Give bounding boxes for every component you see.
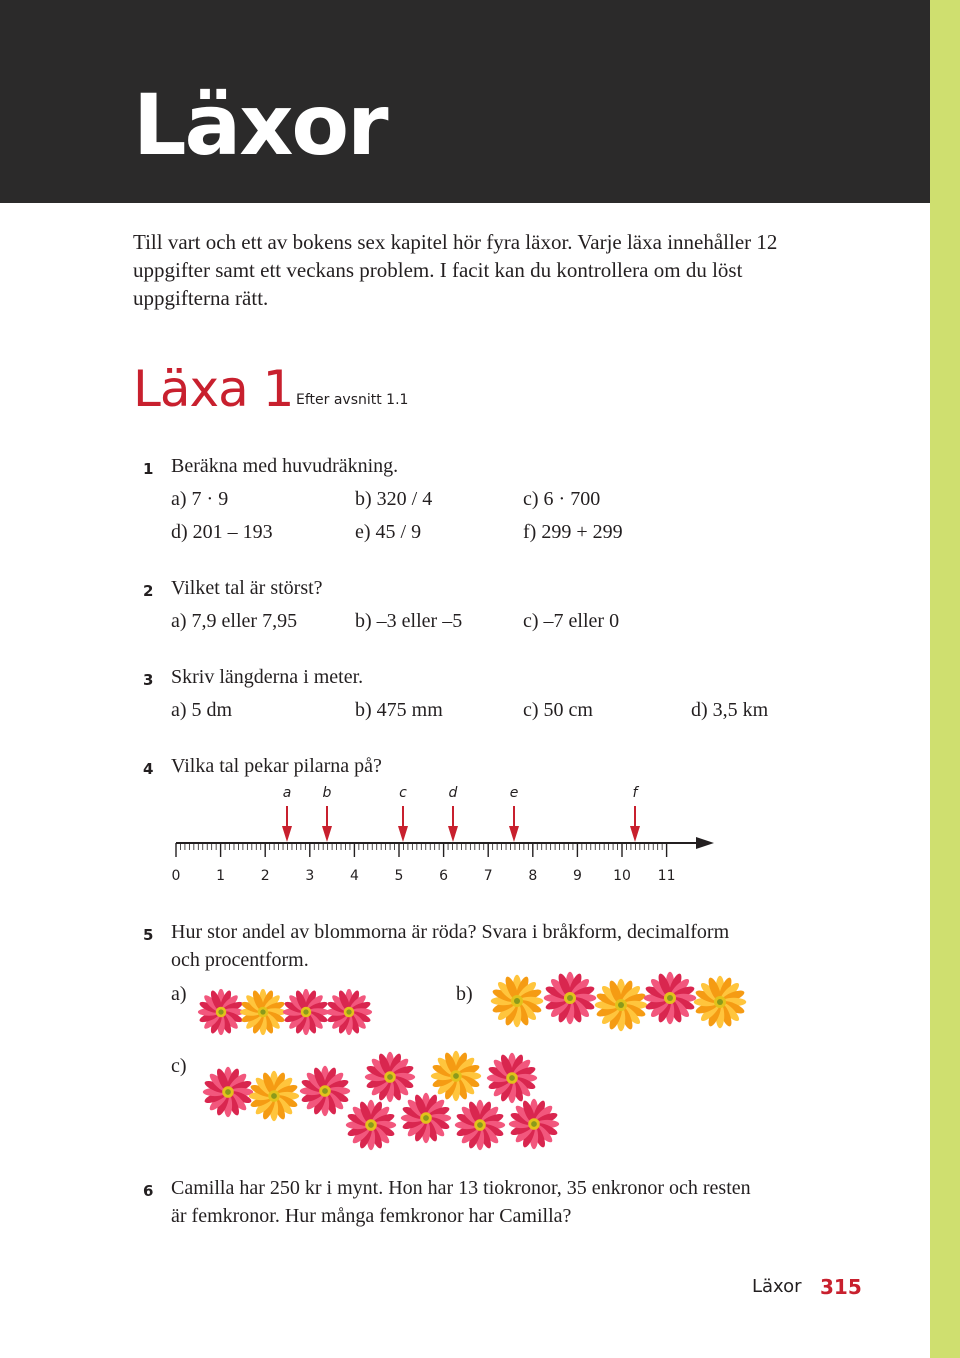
red-flower — [283, 989, 329, 1035]
q3-d: d) 3,5 km — [691, 699, 769, 721]
page-number: 315 — [820, 1275, 862, 1299]
red-flower — [365, 1052, 415, 1102]
q1-c: c) 6 · 700 — [523, 488, 601, 510]
tick-label: 10 — [613, 868, 631, 884]
tick-label: 9 — [572, 868, 582, 884]
q1-a: a) 7 · 9 — [171, 488, 229, 510]
section-subtitle: Efter avsnitt 1.1 — [296, 392, 409, 408]
q1-text: Beräkna med huvudräkning. — [171, 455, 399, 477]
q5-number: 5 — [143, 926, 154, 944]
q1-number: 1 — [143, 460, 154, 478]
q3-c: c) 50 cm — [523, 699, 593, 721]
q2-b: b) –3 eller –5 — [355, 610, 463, 632]
tick-label: 8 — [528, 868, 538, 884]
q2-c: c) –7 eller 0 — [523, 610, 620, 632]
red-flower — [509, 1099, 559, 1149]
tick-label: 1 — [216, 868, 226, 884]
q4-text: Vilka tal pekar pilarna på? — [171, 755, 382, 777]
red-flower — [487, 1053, 537, 1103]
q3-number: 3 — [143, 671, 154, 689]
intro-text: Till vart och ett av bokens sex kapitel hör fyra läxor. Varje läxa innehåller 12 uppgifter samt ett veckans problem. I facit kan du kontrollera om du löst uppgifterna rätt. — [133, 230, 778, 310]
q3-b: b) 475 mm — [355, 699, 443, 721]
q6-text-line1: Camilla har 250 kr i mynt. Hon har 13 tiokronor, 35 enkronor och resten — [171, 1177, 751, 1199]
q1-d: d) 201 – 193 — [171, 521, 273, 543]
red-flower — [326, 989, 372, 1035]
tick-label: 7 — [483, 868, 493, 884]
section-title: Läxa 1 — [133, 360, 294, 418]
q5-a-label: a) — [171, 983, 187, 1005]
arrow-label: f — [632, 785, 638, 801]
orange-flower — [694, 976, 747, 1029]
q6-number: 6 — [143, 1182, 154, 1200]
q1-b: b) 320 / 4 — [355, 488, 433, 510]
tick-label: 2 — [260, 868, 270, 884]
red-flower — [203, 1067, 253, 1117]
q6-text-line2: är femkronor. Hur många femkronor har Camilla? — [171, 1205, 572, 1227]
q5-c-label: c) — [171, 1055, 187, 1077]
tick-label: 4 — [349, 868, 359, 884]
tick-label: 0 — [171, 868, 181, 884]
orange-flower — [240, 989, 286, 1035]
red-flower — [300, 1066, 350, 1116]
tick-label: 3 — [305, 868, 315, 884]
red-flower — [455, 1100, 505, 1150]
q4-number: 4 — [143, 760, 154, 778]
q5-b-label: b) — [456, 983, 473, 1005]
q3-a: a) 5 dm — [171, 699, 233, 721]
red-flower — [346, 1100, 396, 1150]
orange-flower — [491, 975, 544, 1028]
footer-label: Läxor — [752, 1276, 802, 1297]
q2-text: Vilket tal är störst? — [171, 577, 323, 599]
q3-text: Skriv längderna i meter. — [171, 666, 364, 688]
red-flower — [644, 972, 697, 1025]
q5-text-line2: och procentform. — [171, 949, 309, 971]
arrow-label: a — [282, 785, 292, 801]
tick-label: 11 — [657, 868, 676, 884]
arrow-label: d — [448, 785, 458, 801]
red-flower — [198, 989, 244, 1035]
q1-f: f) 299 + 299 — [523, 521, 623, 543]
arrow-label: c — [399, 785, 407, 801]
tick-label: 5 — [394, 868, 404, 884]
q2-number: 2 — [143, 582, 154, 600]
page-title: Läxor — [133, 76, 387, 174]
orange-flower — [595, 979, 648, 1032]
red-flower — [401, 1093, 451, 1143]
arrow-label: e — [509, 785, 519, 801]
arrow-label: b — [322, 785, 332, 801]
q2-a: a) 7,9 eller 7,95 — [171, 610, 298, 632]
orange-flower — [431, 1051, 481, 1101]
q5-text-line1: Hur stor andel av blommorna är röda? Svara i bråkform, decimalform — [171, 921, 730, 943]
red-flower — [544, 972, 597, 1025]
tick-label: 6 — [439, 868, 449, 884]
orange-flower — [249, 1071, 299, 1121]
q1-e: e) 45 / 9 — [355, 521, 422, 543]
